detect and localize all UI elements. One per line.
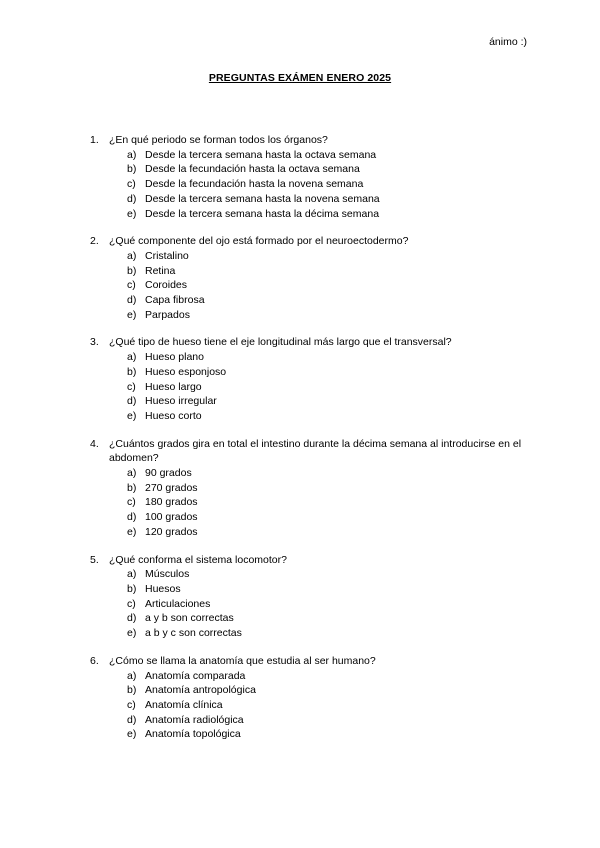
answer-option (127, 597, 550, 612)
question-text: ¿Qué conforma el sistema locomotor? (109, 553, 287, 566)
answer-option (127, 481, 550, 496)
option-letter: e) (127, 525, 137, 538)
option-text: Anatomía topológica (145, 728, 241, 741)
option-letter: a) (127, 467, 137, 480)
option-letter: a) (127, 148, 137, 161)
option-letter: a) (127, 351, 137, 364)
answer-options (127, 249, 550, 323)
option-letter: b) (127, 582, 137, 595)
option-text: Anatomía comparada (145, 669, 246, 682)
option-letter: d) (127, 612, 137, 625)
answer-option (127, 350, 550, 365)
question-1 (90, 133, 550, 221)
answer-option (127, 380, 550, 395)
option-text: 120 grados (145, 525, 198, 538)
option-text: Músculos (145, 568, 190, 581)
corner-note: ánimo :) (489, 36, 527, 48)
option-letter: a) (127, 249, 137, 262)
question-text: ¿Cuántos grados gira en total el intestino durante la décima semana al introducirse en el abdomen? (109, 437, 522, 465)
question-line (90, 553, 550, 568)
option-text: Anatomía radiológica (145, 713, 244, 726)
answer-option (127, 466, 550, 481)
question-line (90, 234, 550, 249)
question-list (90, 133, 550, 755)
option-letter: c) (127, 597, 136, 610)
option-text: 100 grados (145, 511, 198, 524)
option-text: Hueso plano (145, 351, 204, 364)
answer-option (127, 727, 550, 742)
option-letter: c) (127, 178, 136, 191)
answer-option (127, 293, 550, 308)
answer-options (127, 567, 550, 641)
answer-option (127, 177, 550, 192)
option-letter: b) (127, 264, 137, 277)
question-line (90, 654, 550, 669)
option-text: Hueso corto (145, 409, 202, 422)
option-text: Hueso esponjoso (145, 365, 227, 378)
question-text: ¿Qué tipo de hueso tiene el eje longitudinal más largo que el transversal? (109, 336, 452, 349)
question-text: ¿Qué componente del ojo está formado por el neuroectodermo? (109, 235, 409, 248)
option-letter: b) (127, 163, 137, 176)
option-letter: a) (127, 669, 137, 682)
option-text: Desde la tercera semana hasta la novena semana (145, 192, 380, 205)
question-number: 6. (90, 654, 99, 667)
option-text: Retina (145, 264, 176, 277)
option-letter: a) (127, 568, 137, 581)
answer-option (127, 698, 550, 713)
answer-options (127, 148, 550, 222)
answer-option (127, 148, 550, 163)
question-number: 5. (90, 553, 99, 566)
option-letter: e) (127, 308, 137, 321)
answer-option (127, 278, 550, 293)
answer-option (127, 365, 550, 380)
option-text: 180 grados (145, 496, 198, 509)
question-text: ¿En qué periodo se forman todos los órganos? (109, 134, 328, 146)
answer-option (127, 192, 550, 207)
answer-option (127, 409, 550, 424)
question-number: 2. (90, 235, 99, 248)
answer-option (127, 567, 550, 582)
option-text: Hueso largo (145, 380, 202, 393)
document-title: PREGUNTAS EXÁMEN ENERO 2025 (208, 72, 392, 84)
option-letter: e) (127, 728, 137, 741)
option-letter: e) (127, 207, 137, 220)
option-text: Anatomía clínica (145, 698, 223, 711)
option-letter: c) (127, 698, 136, 711)
option-text: Coroides (145, 279, 188, 292)
answer-option (127, 207, 550, 222)
option-text: Anatomía antropológica (145, 684, 256, 697)
option-text: 90 grados (145, 467, 192, 480)
option-text: Desde la tercera semana hasta la décima semana (145, 207, 380, 220)
option-letter: d) (127, 511, 137, 524)
option-text: Desde la fecundación hasta la octava semana (145, 163, 360, 176)
question-4 (90, 437, 550, 540)
question-line (90, 133, 550, 148)
answer-options (127, 350, 550, 424)
option-letter: d) (127, 395, 137, 408)
question-number: 4. (90, 437, 99, 450)
question-6 (90, 654, 550, 742)
option-letter: c) (127, 496, 136, 509)
question-line (90, 437, 550, 466)
answer-options (127, 669, 550, 743)
option-text: Cristalino (145, 249, 189, 262)
question-line (90, 335, 550, 350)
option-text: Desde la fecundación hasta la novena semana (145, 178, 364, 191)
question-number: 1. (90, 134, 99, 146)
option-text: a y b son correctas (145, 612, 234, 625)
question-number: 3. (90, 336, 99, 349)
option-letter: c) (127, 380, 136, 393)
answer-option (127, 669, 550, 684)
option-text: Capa fibrosa (145, 294, 205, 307)
answer-option (127, 611, 550, 626)
answer-option (127, 264, 550, 279)
question-3 (90, 335, 550, 423)
option-letter: b) (127, 365, 137, 378)
option-text: Hueso irregular (145, 395, 217, 408)
answer-option (127, 162, 550, 177)
option-letter: b) (127, 684, 137, 697)
answer-option (127, 510, 550, 525)
answer-option (127, 495, 550, 510)
answer-option (127, 683, 550, 698)
option-letter: e) (127, 627, 137, 640)
option-letter: e) (127, 409, 137, 422)
option-letter: d) (127, 713, 137, 726)
answer-option (127, 394, 550, 409)
option-letter: d) (127, 192, 137, 205)
answer-option (127, 308, 550, 323)
answer-option (127, 713, 550, 728)
option-text: 270 grados (145, 481, 198, 494)
question-5 (90, 553, 550, 641)
answer-option (127, 582, 550, 597)
question-2 (90, 234, 550, 322)
answer-option (127, 626, 550, 641)
question-text: ¿Cómo se llama la anatomía que estudia al ser humano? (109, 654, 376, 667)
option-text: a b y c son correctas (145, 627, 242, 640)
option-text: Parpados (145, 308, 190, 321)
option-letter: c) (127, 279, 136, 292)
answer-option (127, 525, 550, 540)
option-text: Huesos (145, 582, 181, 595)
option-text: Desde la tercera semana hasta la octava semana (145, 148, 377, 161)
answer-option (127, 249, 550, 264)
option-letter: b) (127, 481, 137, 494)
option-letter: d) (127, 294, 137, 307)
answer-options (127, 466, 550, 540)
option-text: Articulaciones (145, 597, 211, 610)
